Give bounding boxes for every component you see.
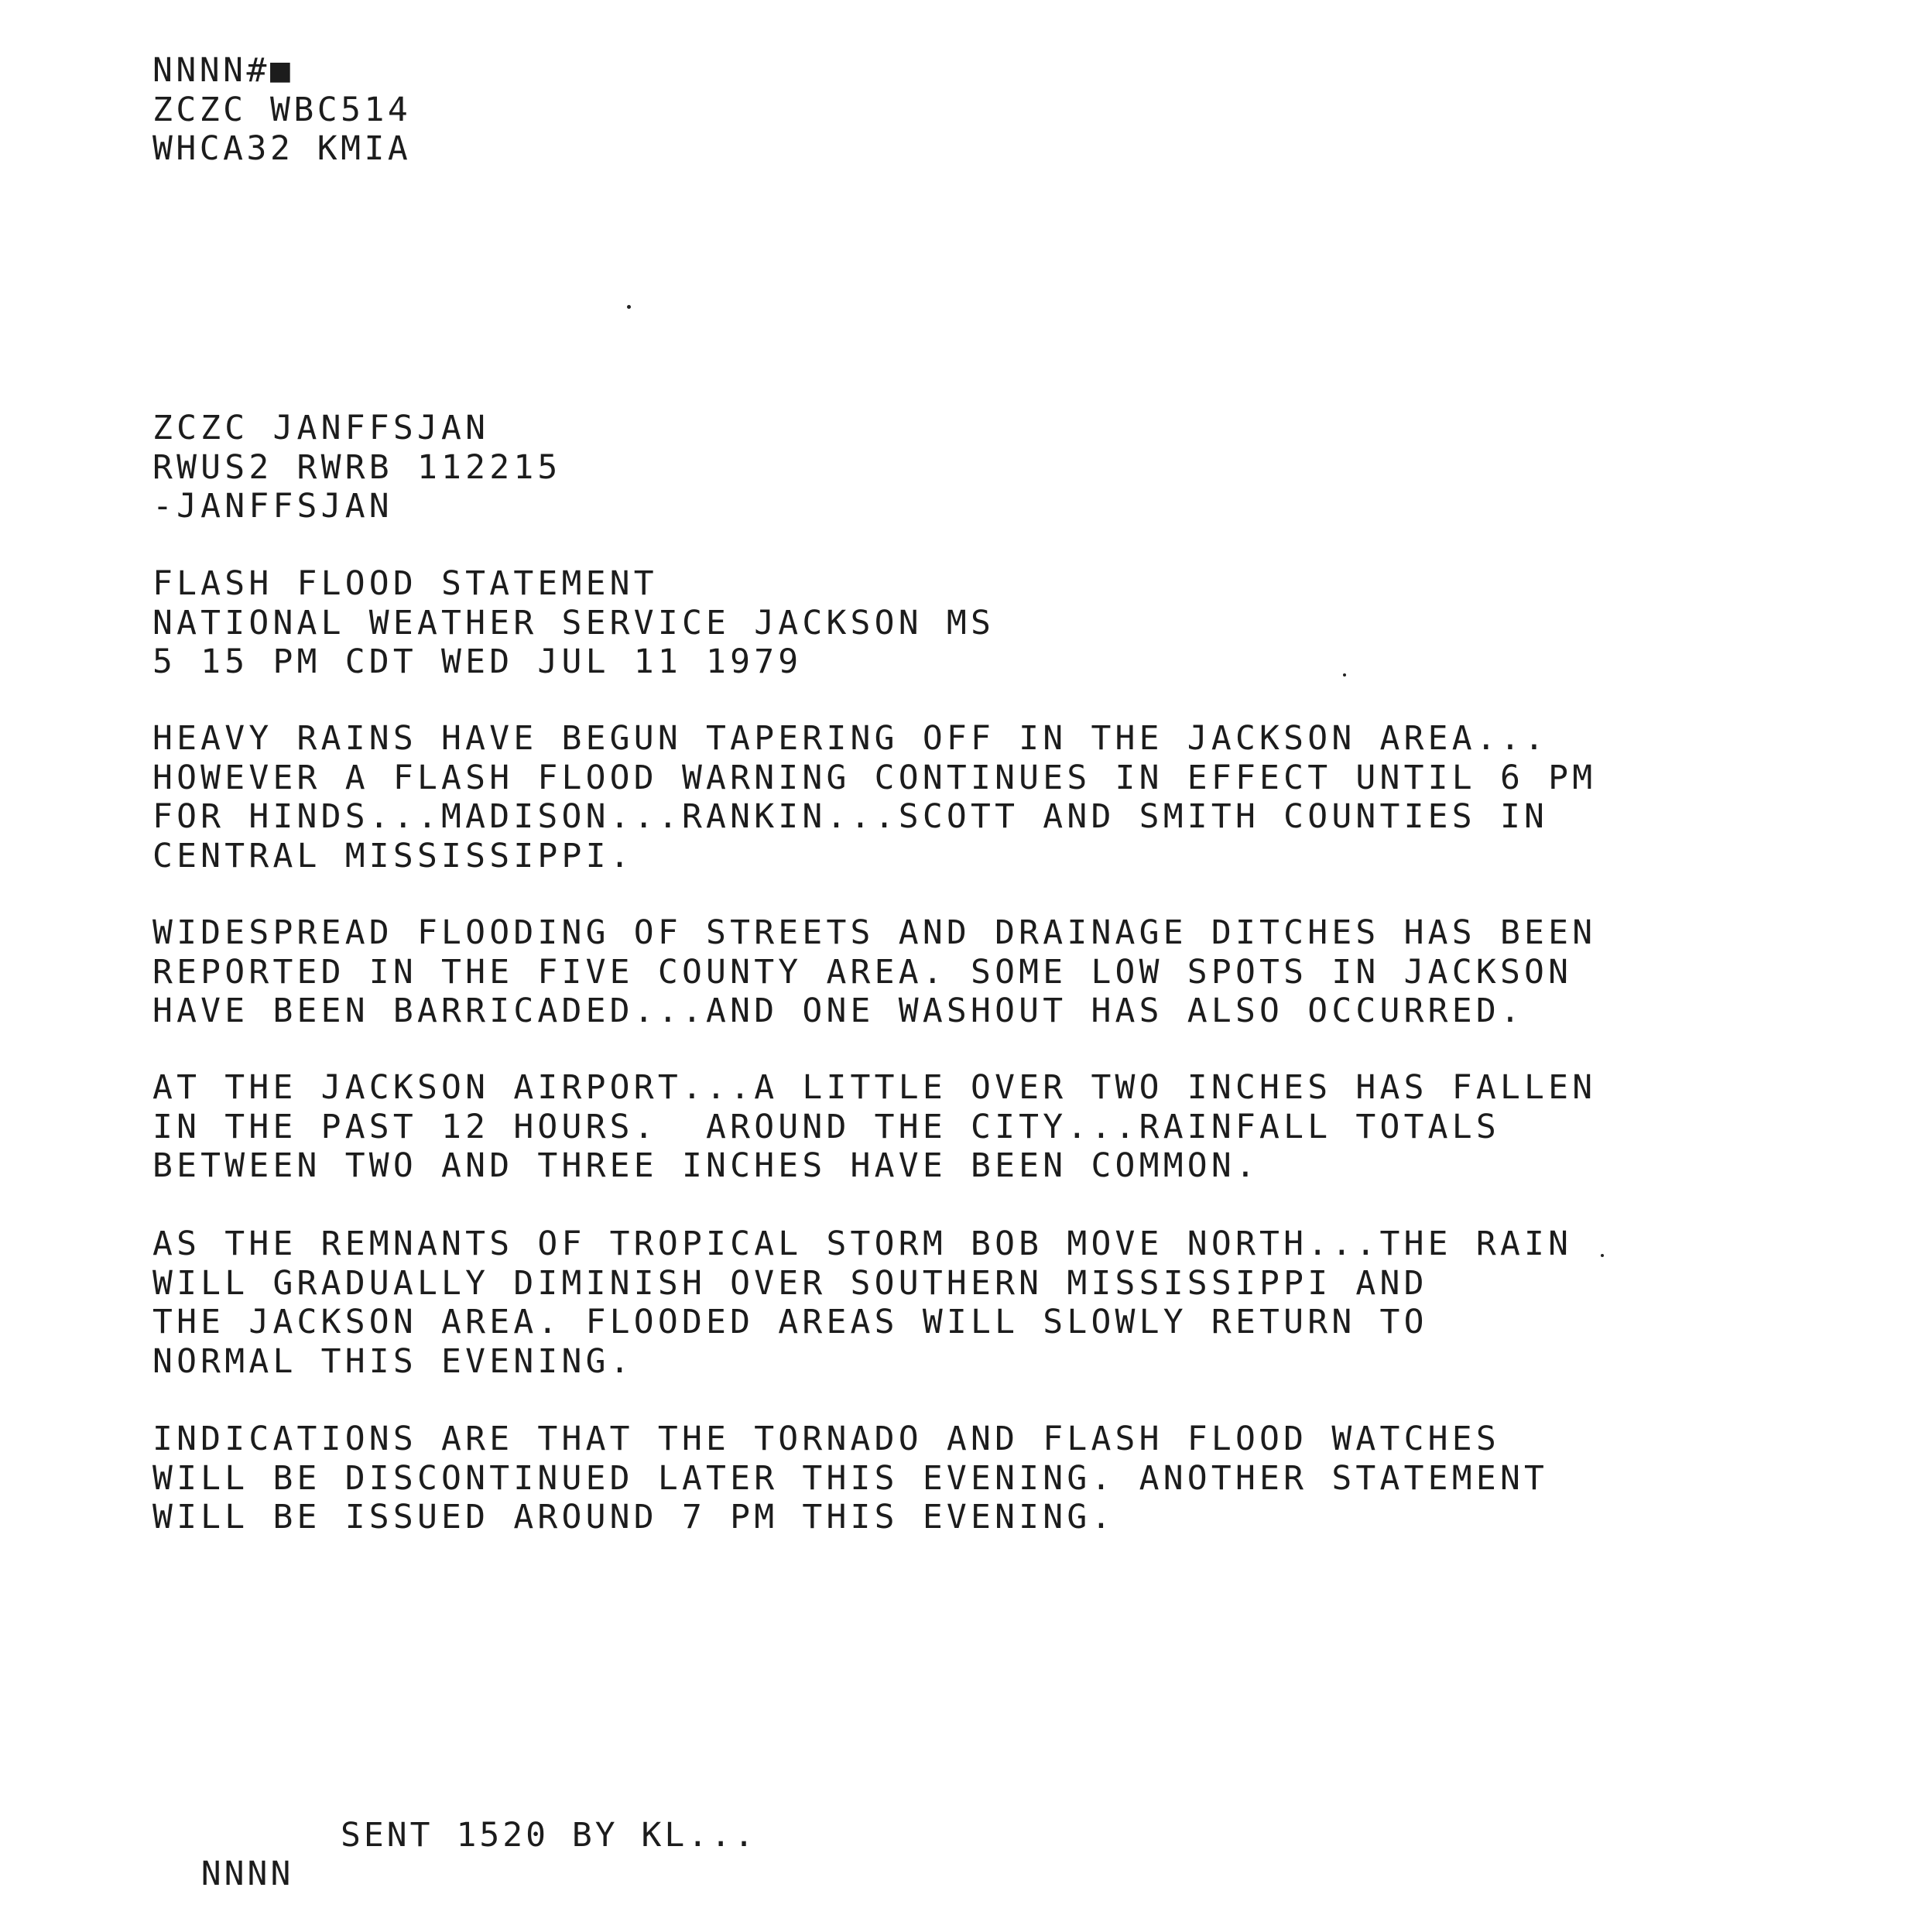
routing-header-line: ZCZC JANFFSJAN	[152, 409, 490, 447]
paragraph	[152, 1420, 1548, 1537]
statement-header	[152, 564, 995, 682]
paragraph-line: NORMAL THIS EVENING.	[152, 1341, 634, 1381]
ink-speck	[1343, 673, 1346, 677]
paragraph-line: HOWEVER A FLASH FLOOD WARNING CONTINUES IN EFFECT UNTIL 6 PM	[152, 758, 1597, 797]
paragraph-line: HEAVY RAINS HAVE BEGUN TAPERING OFF IN THE JACKSON AREA...	[152, 719, 1549, 758]
teletype-header-line: WHCA32 KMIA	[152, 129, 412, 168]
ink-speck	[1601, 1254, 1604, 1257]
sent-line: SENT 1520 BY KL...	[341, 1816, 757, 1855]
issuing-office: NATIONAL WEATHER SERVICE JACKSON MS	[152, 603, 995, 642]
statement-title: FLASH FLOOD STATEMENT	[152, 564, 658, 603]
paragraph-line: WILL GRADUALLY DIMINISH OVER SOUTHERN MISSISSIPPI AND	[152, 1263, 1428, 1303]
paragraph	[152, 1068, 1596, 1186]
teletype-header	[152, 51, 411, 169]
paragraph-line: WILL BE ISSUED AROUND 7 PM THIS EVENING.	[152, 1498, 1115, 1536]
paragraph-line: INDICATIONS ARE THAT THE TORNADO AND FLASH FLOOD WATCHES	[152, 1420, 1500, 1458]
issue-time: 5 15 PM CDT WED JUL 11 1979	[152, 642, 803, 681]
teletype-header-line: NNNN#■	[152, 51, 294, 90]
paragraph-line: WILL BE DISCONTINUED LATER THIS EVENING. ANOTHER STATEMENT	[152, 1458, 1549, 1498]
routing-header-line: -JANFFSJAN	[152, 487, 393, 526]
paragraph-line: THE JACKSON AREA. FLOODED AREAS WILL SLOWLY RETURN TO	[152, 1303, 1428, 1341]
paragraph-line: WIDESPREAD FLOODING OF STREETS AND DRAINAGE DITCHES HAS BEEN	[152, 913, 1597, 952]
paragraph-line: FOR HINDS...MADISON...RANKIN...SCOTT AND SMITH COUNTIES IN	[152, 797, 1549, 836]
paragraph	[152, 719, 1596, 875]
paragraph-line: CENTRAL MISSISSIPPI.	[152, 836, 634, 875]
routing-header	[152, 409, 562, 526]
teletype-header-line: ZCZC WBC514	[152, 90, 412, 129]
paragraph-line: AS THE REMNANTS OF TROPICAL STORM BOB MOVE NORTH...THE RAIN	[152, 1225, 1573, 1263]
paragraph	[152, 1225, 1572, 1381]
routing-header-line: RWUS2 RWRB 112215	[152, 447, 562, 487]
message-footer	[155, 1816, 757, 1932]
paragraph-line: HAVE BEEN BARRICADED...AND ONE WASHOUT HAS ALSO OCCURRED.	[152, 992, 1525, 1030]
paragraph	[152, 913, 1596, 1031]
end-marker: NNNN	[200, 1855, 294, 1893]
paragraph-line: REPORTED IN THE FIVE COUNTY AREA. SOME LOW SPOTS IN JACKSON	[152, 952, 1573, 992]
paragraph-line: AT THE JACKSON AIRPORT...A LITTLE OVER TWO INCHES HAS FALLEN	[152, 1068, 1597, 1107]
ink-speck	[627, 305, 631, 309]
paragraph-line: BETWEEN TWO AND THREE INCHES HAVE BEEN COMMON.	[152, 1146, 1260, 1185]
paragraph-line: IN THE PAST 12 HOURS. AROUND THE CITY...RAINFALL TOTALS	[152, 1107, 1500, 1146]
